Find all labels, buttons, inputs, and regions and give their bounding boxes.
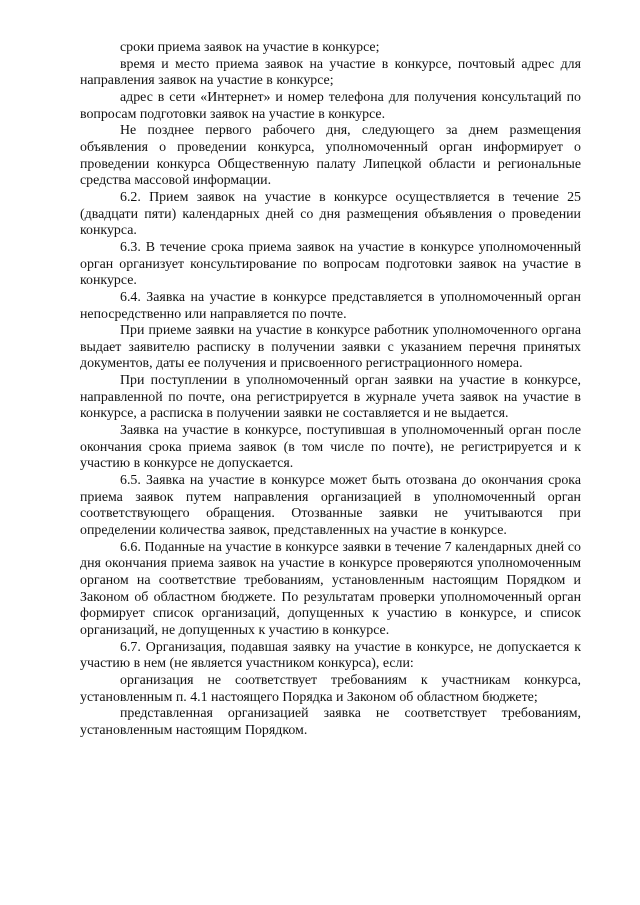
paragraph: Не позднее первого рабочего дня, следующего за днем размещения объявления о проведении конкурса, уполномоченный орган информирует о проведении конкурса Общественную палату Липецкой области и региональные средства массовой информации. [80,123,581,189]
paragraph: время и место приема заявок на участие в конкурсе, почтовый адрес для направления заявок на участие в конкурсе; [80,56,581,89]
paragraph: 6.2. Прием заявок на участие в конкурсе осуществляется в течение 25 (двадцати пяти) календарных дней со дня размещения объявления о проведении конкурса. [80,189,581,239]
paragraph: сроки приема заявок на участие в конкурсе; [120,40,380,55]
paragraph: При поступлении в уполномоченный орган заявки на участие в конкурсе, направленной по почте, она регистрируется в журнале учета заявок на участие в конкурсе, а расписка в получении заявки не составляется и не выдается. [80,373,581,422]
paragraph: адрес в сети «Интернет» и номер телефона для получения консультаций по вопросам подготовки заявок на участие в конкурсе. [80,89,581,122]
paragraph: представленная организацией заявка не соответствует требованиям, установленным настоящим Порядком. [80,706,581,738]
paragraph: 6.6. Поданные на участие в конкурсе заявки в течение 7 календарных дней со дня окончания приема заявок на участие в конкурсе проверяются уполномоченным органом на соответствие требованиям, установленным настоящим Порядком и Законом об областном бюджете. По результатам проверки уполномоченный орган формирует список организаций, допущенных к участию в конкурсе, и список организаций, не допущенных к участию в конкурсе. [80,539,581,638]
paragraph: 6.5. Заявка на участие в конкурсе может быть отозвана до окончания срока приема заявок путем направления организацией в уполномоченный орган соответствующего обращения. Отозванные заявки не учитываются при определении количества заявок, представленных на участие в конкурсе. [80,473,581,539]
paragraph: 6.4. Заявка на участие в конкурсе представляется в уполномоченный орган непосредственно или направляется по почте. [80,289,581,322]
paragraph: При приеме заявки на участие в конкурсе работник уполномоченного органа выдает заявителю расписку в получении заявки с указанием перечня принятых документов, даты ее получения и присвоенного регистрационного номера. [80,323,581,372]
paragraph: Заявка на участие в конкурсе, поступившая в уполномоченный орган после окончания срока приема заявок (в том числе по почте), не регистрируется и к участию в конкурсе не допускается. [80,423,581,472]
document-body [80,40,581,740]
paragraph: 6.3. В течение срока приема заявок на участие в конкурсе уполномоченный орган организует консультирование по вопросам подготовки заявок на участие в конкурсе. [80,239,581,289]
paragraph: 6.7. Организация, подавшая заявку на участие в конкурсе, не допускается к участию в нем (не является участником конкурса), если: [80,639,581,672]
paragraph: организация не соответствует требованиям к участникам конкурса, установленным п. 4.1 настоящего Порядка и Законом об областном бюджете; [80,672,581,705]
